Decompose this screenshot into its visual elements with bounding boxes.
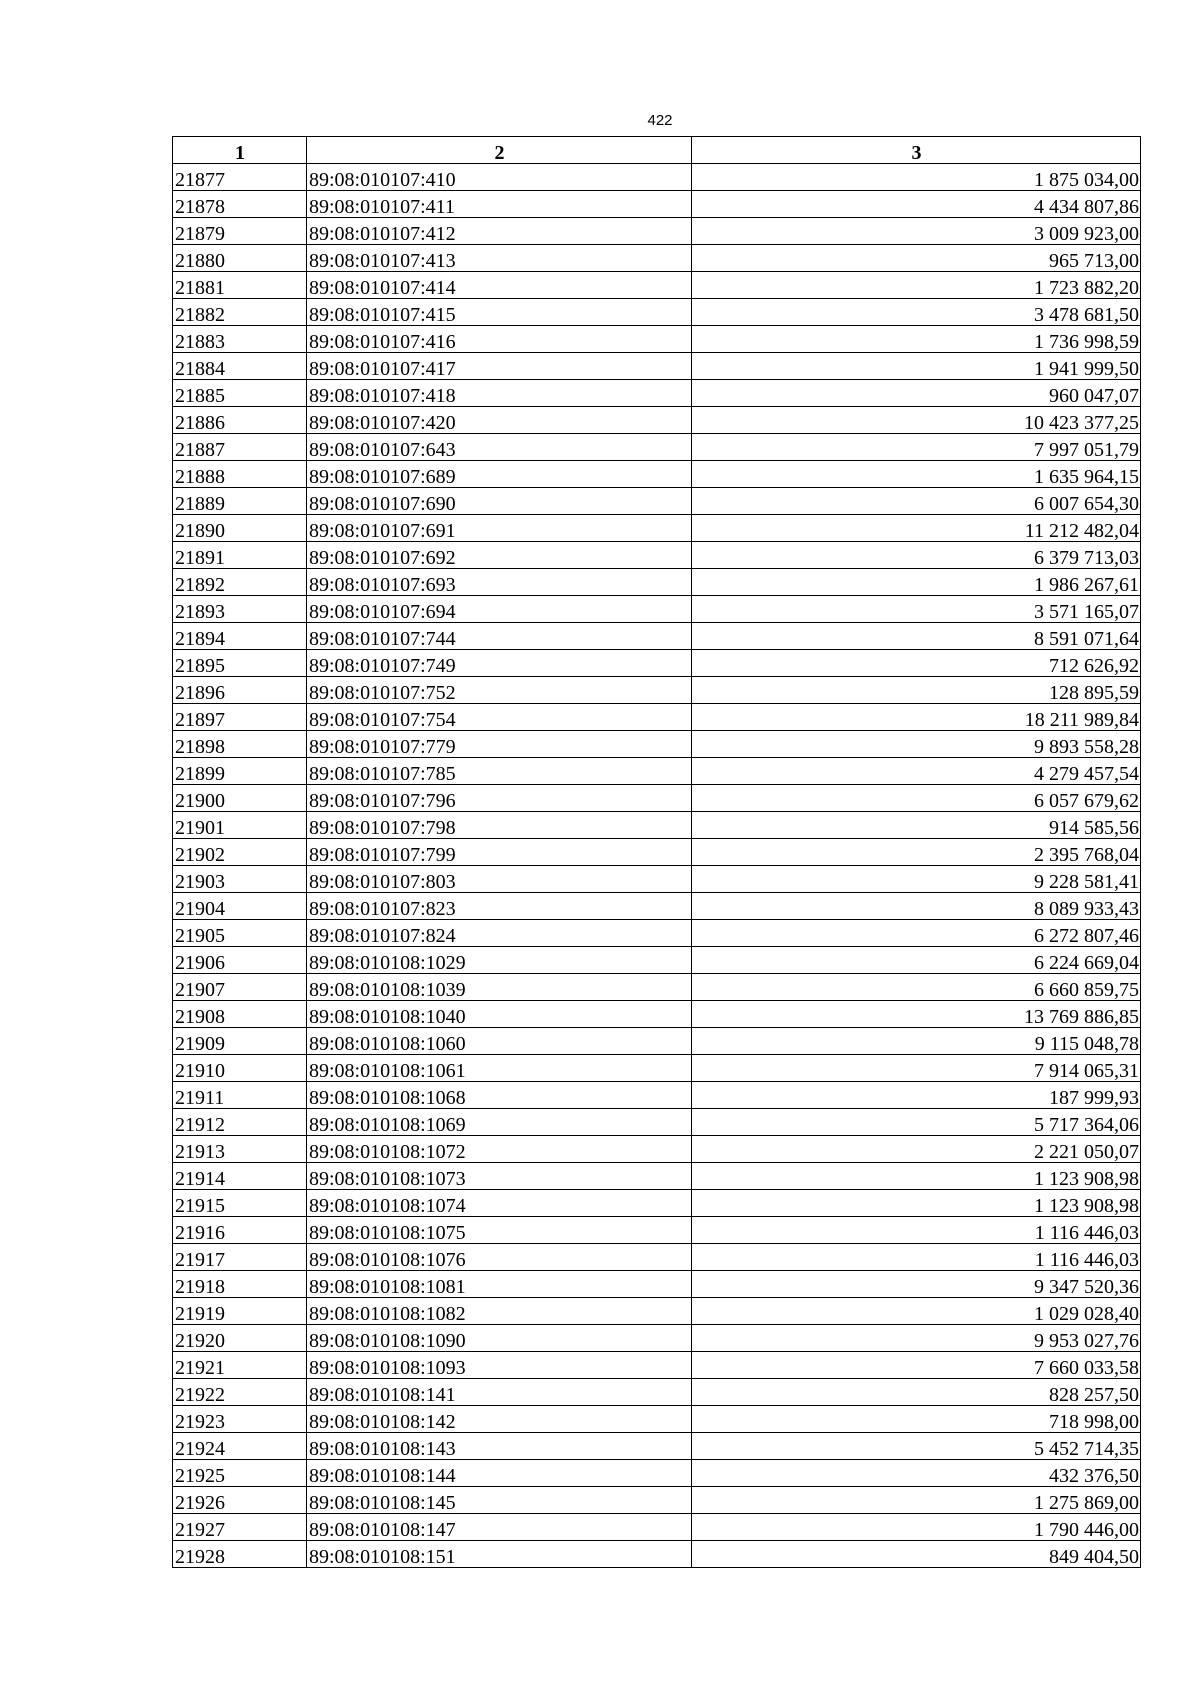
row-number-cell: 21900 xyxy=(173,785,307,812)
cadastral-number-cell: 89:08:010107:691 xyxy=(307,515,692,542)
table-row xyxy=(173,380,1141,407)
cadastral-number-cell: 89:08:010108:1069 xyxy=(307,1109,692,1136)
row-number-cell: 21886 xyxy=(173,407,307,434)
table-row xyxy=(173,1109,1141,1136)
row-number-cell: 21907 xyxy=(173,974,307,1001)
row-number-cell: 21885 xyxy=(173,380,307,407)
value-cell: 13 769 886,85 xyxy=(692,1001,1141,1028)
cadastral-number-cell: 89:08:010108:1039 xyxy=(307,974,692,1001)
row-number-cell: 21888 xyxy=(173,461,307,488)
row-number-cell: 21891 xyxy=(173,542,307,569)
row-number-cell: 21922 xyxy=(173,1379,307,1406)
row-number-cell: 21897 xyxy=(173,704,307,731)
row-number-cell: 21905 xyxy=(173,920,307,947)
table-row xyxy=(173,164,1141,191)
value-cell: 712 626,92 xyxy=(692,650,1141,677)
row-number-cell: 21915 xyxy=(173,1190,307,1217)
row-number-cell: 21879 xyxy=(173,218,307,245)
value-cell: 7 914 065,31 xyxy=(692,1055,1141,1082)
row-number-cell: 21883 xyxy=(173,326,307,353)
value-cell: 432 376,50 xyxy=(692,1460,1141,1487)
value-cell: 5 717 364,06 xyxy=(692,1109,1141,1136)
row-number-cell: 21913 xyxy=(173,1136,307,1163)
table-row xyxy=(173,1352,1141,1379)
table-row xyxy=(173,353,1141,380)
value-cell: 849 404,50 xyxy=(692,1541,1141,1568)
row-number-cell: 21914 xyxy=(173,1163,307,1190)
row-number-cell: 21898 xyxy=(173,731,307,758)
row-number-cell: 21887 xyxy=(173,434,307,461)
table-row xyxy=(173,515,1141,542)
cadastral-number-cell: 89:08:010107:416 xyxy=(307,326,692,353)
value-cell: 1 116 446,03 xyxy=(692,1244,1141,1271)
cadastral-number-cell: 89:08:010108:142 xyxy=(307,1406,692,1433)
row-number-cell: 21927 xyxy=(173,1514,307,1541)
column-header-1: 1 xyxy=(173,137,307,164)
row-number-cell: 21894 xyxy=(173,623,307,650)
value-cell: 6 007 654,30 xyxy=(692,488,1141,515)
cadastral-number-cell: 89:08:010108:151 xyxy=(307,1541,692,1568)
value-cell: 2 395 768,04 xyxy=(692,839,1141,866)
value-cell: 828 257,50 xyxy=(692,1379,1141,1406)
value-cell: 1 275 869,00 xyxy=(692,1487,1141,1514)
table-row xyxy=(173,542,1141,569)
row-number-cell: 21895 xyxy=(173,650,307,677)
row-number-cell: 21923 xyxy=(173,1406,307,1433)
cadastral-number-cell: 89:08:010108:1061 xyxy=(307,1055,692,1082)
table-body xyxy=(173,164,1141,1568)
cadastral-number-cell: 89:08:010107:689 xyxy=(307,461,692,488)
table-row xyxy=(173,1298,1141,1325)
row-number-cell: 21906 xyxy=(173,947,307,974)
row-number-cell: 21928 xyxy=(173,1541,307,1568)
row-number-cell: 21920 xyxy=(173,1325,307,1352)
value-cell: 1 790 446,00 xyxy=(692,1514,1141,1541)
cadastral-number-cell: 89:08:010107:744 xyxy=(307,623,692,650)
row-number-cell: 21893 xyxy=(173,596,307,623)
cadastral-number-cell: 89:08:010108:1073 xyxy=(307,1163,692,1190)
table-row xyxy=(173,623,1141,650)
cadastral-number-cell: 89:08:010108:1075 xyxy=(307,1217,692,1244)
cadastral-number-cell: 89:08:010108:1074 xyxy=(307,1190,692,1217)
table-row xyxy=(173,731,1141,758)
row-number-cell: 21890 xyxy=(173,515,307,542)
table-row xyxy=(173,1541,1141,1568)
cadastral-number-cell: 89:08:010107:417 xyxy=(307,353,692,380)
cadastral-number-cell: 89:08:010108:1060 xyxy=(307,1028,692,1055)
value-cell: 18 211 989,84 xyxy=(692,704,1141,731)
column-header-2: 2 xyxy=(307,137,692,164)
row-number-cell: 21882 xyxy=(173,299,307,326)
table-row xyxy=(173,1487,1141,1514)
column-header-3: 3 xyxy=(692,137,1141,164)
row-number-cell: 21889 xyxy=(173,488,307,515)
cadastral-number-cell: 89:08:010107:692 xyxy=(307,542,692,569)
table-row xyxy=(173,758,1141,785)
value-cell: 965 713,00 xyxy=(692,245,1141,272)
table-row xyxy=(173,245,1141,272)
row-number-cell: 21911 xyxy=(173,1082,307,1109)
cadastral-number-cell: 89:08:010107:414 xyxy=(307,272,692,299)
cadastral-number-cell: 89:08:010107:415 xyxy=(307,299,692,326)
value-cell: 9 347 520,36 xyxy=(692,1271,1141,1298)
value-cell: 128 895,59 xyxy=(692,677,1141,704)
table-row xyxy=(173,218,1141,245)
value-cell: 5 452 714,35 xyxy=(692,1433,1141,1460)
row-number-cell: 21926 xyxy=(173,1487,307,1514)
cadastral-number-cell: 89:08:010107:749 xyxy=(307,650,692,677)
cadastral-number-cell: 89:08:010107:823 xyxy=(307,893,692,920)
value-cell: 7 997 051,79 xyxy=(692,434,1141,461)
row-number-cell: 21896 xyxy=(173,677,307,704)
cadastral-number-cell: 89:08:010107:803 xyxy=(307,866,692,893)
value-cell: 8 591 071,64 xyxy=(692,623,1141,650)
value-cell: 1 116 446,03 xyxy=(692,1217,1141,1244)
cadastral-number-cell: 89:08:010107:796 xyxy=(307,785,692,812)
cadastral-number-cell: 89:08:010107:690 xyxy=(307,488,692,515)
table-row xyxy=(173,920,1141,947)
table-row xyxy=(173,1379,1141,1406)
row-number-cell: 21921 xyxy=(173,1352,307,1379)
page-number: 422 xyxy=(647,112,673,129)
cadastral-number-cell: 89:08:010107:693 xyxy=(307,569,692,596)
cadastral-number-cell: 89:08:010107:779 xyxy=(307,731,692,758)
row-number-cell: 21877 xyxy=(173,164,307,191)
row-number-cell: 21880 xyxy=(173,245,307,272)
table-row xyxy=(173,461,1141,488)
value-cell: 1 941 999,50 xyxy=(692,353,1141,380)
row-number-cell: 21908 xyxy=(173,1001,307,1028)
value-cell: 6 379 713,03 xyxy=(692,542,1141,569)
table-row xyxy=(173,1406,1141,1433)
value-cell: 1 875 034,00 xyxy=(692,164,1141,191)
cadastral-number-cell: 89:08:010107:418 xyxy=(307,380,692,407)
cadastral-number-cell: 89:08:010108:1040 xyxy=(307,1001,692,1028)
cadastral-number-cell: 89:08:010107:694 xyxy=(307,596,692,623)
value-cell: 960 047,07 xyxy=(692,380,1141,407)
cadastral-number-cell: 89:08:010107:643 xyxy=(307,434,692,461)
cadastral-number-cell: 89:08:010108:1081 xyxy=(307,1271,692,1298)
table-row xyxy=(173,596,1141,623)
table-row xyxy=(173,785,1141,812)
value-cell: 6 224 669,04 xyxy=(692,947,1141,974)
value-cell: 6 272 807,46 xyxy=(692,920,1141,947)
cadastral-number-cell: 89:08:010108:147 xyxy=(307,1514,692,1541)
cadastral-number-cell: 89:08:010108:1072 xyxy=(307,1136,692,1163)
cadastral-number-cell: 89:08:010108:145 xyxy=(307,1487,692,1514)
cadastral-number-cell: 89:08:010107:411 xyxy=(307,191,692,218)
table-row xyxy=(173,947,1141,974)
table-row xyxy=(173,677,1141,704)
cadastral-number-cell: 89:08:010107:785 xyxy=(307,758,692,785)
row-number-cell: 21912 xyxy=(173,1109,307,1136)
value-cell: 9 893 558,28 xyxy=(692,731,1141,758)
row-number-cell: 21903 xyxy=(173,866,307,893)
table-row xyxy=(173,839,1141,866)
cadastral-number-cell: 89:08:010108:141 xyxy=(307,1379,692,1406)
value-cell: 3 478 681,50 xyxy=(692,299,1141,326)
table-row xyxy=(173,650,1141,677)
cadastral-number-cell: 89:08:010108:1090 xyxy=(307,1325,692,1352)
table-row xyxy=(173,1163,1141,1190)
table-row xyxy=(173,1460,1141,1487)
table-row xyxy=(173,1217,1141,1244)
row-number-cell: 21917 xyxy=(173,1244,307,1271)
table-row xyxy=(173,893,1141,920)
value-cell: 1 736 998,59 xyxy=(692,326,1141,353)
cadastral-number-cell: 89:08:010107:798 xyxy=(307,812,692,839)
row-number-cell: 21884 xyxy=(173,353,307,380)
table-row xyxy=(173,299,1141,326)
cadastral-number-cell: 89:08:010108:143 xyxy=(307,1433,692,1460)
row-number-cell: 21910 xyxy=(173,1055,307,1082)
table-row xyxy=(173,812,1141,839)
cadastral-number-cell: 89:08:010108:1082 xyxy=(307,1298,692,1325)
table-row xyxy=(173,407,1141,434)
table-row xyxy=(173,1082,1141,1109)
row-number-cell: 21899 xyxy=(173,758,307,785)
cadastral-number-cell: 89:08:010108:1068 xyxy=(307,1082,692,1109)
table-row xyxy=(173,1271,1141,1298)
value-cell: 8 089 933,43 xyxy=(692,893,1141,920)
value-cell: 3 571 165,07 xyxy=(692,596,1141,623)
value-cell: 9 115 048,78 xyxy=(692,1028,1141,1055)
table-row xyxy=(173,1136,1141,1163)
table-row xyxy=(173,1433,1141,1460)
row-number-cell: 21902 xyxy=(173,839,307,866)
table-row xyxy=(173,1244,1141,1271)
table-row xyxy=(173,434,1141,461)
table-header-row xyxy=(173,137,1141,164)
cadastral-number-cell: 89:08:010107:799 xyxy=(307,839,692,866)
row-number-cell: 21881 xyxy=(173,272,307,299)
value-cell: 187 999,93 xyxy=(692,1082,1141,1109)
value-cell: 6 057 679,62 xyxy=(692,785,1141,812)
table-row xyxy=(173,1055,1141,1082)
value-cell: 4 434 807,86 xyxy=(692,191,1141,218)
value-cell: 1 986 267,61 xyxy=(692,569,1141,596)
value-cell: 11 212 482,04 xyxy=(692,515,1141,542)
table-row xyxy=(173,974,1141,1001)
row-number-cell: 21925 xyxy=(173,1460,307,1487)
value-cell: 6 660 859,75 xyxy=(692,974,1141,1001)
table-row xyxy=(173,569,1141,596)
table-row xyxy=(173,1028,1141,1055)
value-cell: 1 029 028,40 xyxy=(692,1298,1141,1325)
row-number-cell: 21916 xyxy=(173,1217,307,1244)
value-cell: 9 228 581,41 xyxy=(692,866,1141,893)
row-number-cell: 21909 xyxy=(173,1028,307,1055)
table-row xyxy=(173,1190,1141,1217)
table-row xyxy=(173,704,1141,731)
cadastral-number-cell: 89:08:010107:410 xyxy=(307,164,692,191)
table-row xyxy=(173,1514,1141,1541)
table-row xyxy=(173,326,1141,353)
cadastral-number-cell: 89:08:010108:1093 xyxy=(307,1352,692,1379)
value-cell: 2 221 050,07 xyxy=(692,1136,1141,1163)
row-number-cell: 21901 xyxy=(173,812,307,839)
value-cell: 1 123 908,98 xyxy=(692,1190,1141,1217)
row-number-cell: 21918 xyxy=(173,1271,307,1298)
table-row xyxy=(173,191,1141,218)
cadastral-number-cell: 89:08:010107:412 xyxy=(307,218,692,245)
cadastral-number-cell: 89:08:010108:1029 xyxy=(307,947,692,974)
cadastral-number-cell: 89:08:010107:754 xyxy=(307,704,692,731)
value-cell: 10 423 377,25 xyxy=(692,407,1141,434)
value-cell: 1 123 908,98 xyxy=(692,1163,1141,1190)
table-row xyxy=(173,1325,1141,1352)
cadastral-number-cell: 89:08:010108:1076 xyxy=(307,1244,692,1271)
table-row xyxy=(173,272,1141,299)
row-number-cell: 21919 xyxy=(173,1298,307,1325)
cadastral-number-cell: 89:08:010108:144 xyxy=(307,1460,692,1487)
row-number-cell: 21878 xyxy=(173,191,307,218)
row-number-cell: 21924 xyxy=(173,1433,307,1460)
table-row xyxy=(173,488,1141,515)
value-cell: 1 723 882,20 xyxy=(692,272,1141,299)
registry-table xyxy=(172,136,1141,1568)
row-number-cell: 21904 xyxy=(173,893,307,920)
table-row xyxy=(173,1001,1141,1028)
cadastral-number-cell: 89:08:010107:752 xyxy=(307,677,692,704)
value-cell: 3 009 923,00 xyxy=(692,218,1141,245)
value-cell: 718 998,00 xyxy=(692,1406,1141,1433)
value-cell: 4 279 457,54 xyxy=(692,758,1141,785)
value-cell: 914 585,56 xyxy=(692,812,1141,839)
cadastral-number-cell: 89:08:010107:824 xyxy=(307,920,692,947)
table-row xyxy=(173,866,1141,893)
value-cell: 7 660 033,58 xyxy=(692,1352,1141,1379)
value-cell: 1 635 964,15 xyxy=(692,461,1141,488)
cadastral-number-cell: 89:08:010107:420 xyxy=(307,407,692,434)
cadastral-number-cell: 89:08:010107:413 xyxy=(307,245,692,272)
row-number-cell: 21892 xyxy=(173,569,307,596)
value-cell: 9 953 027,76 xyxy=(692,1325,1141,1352)
